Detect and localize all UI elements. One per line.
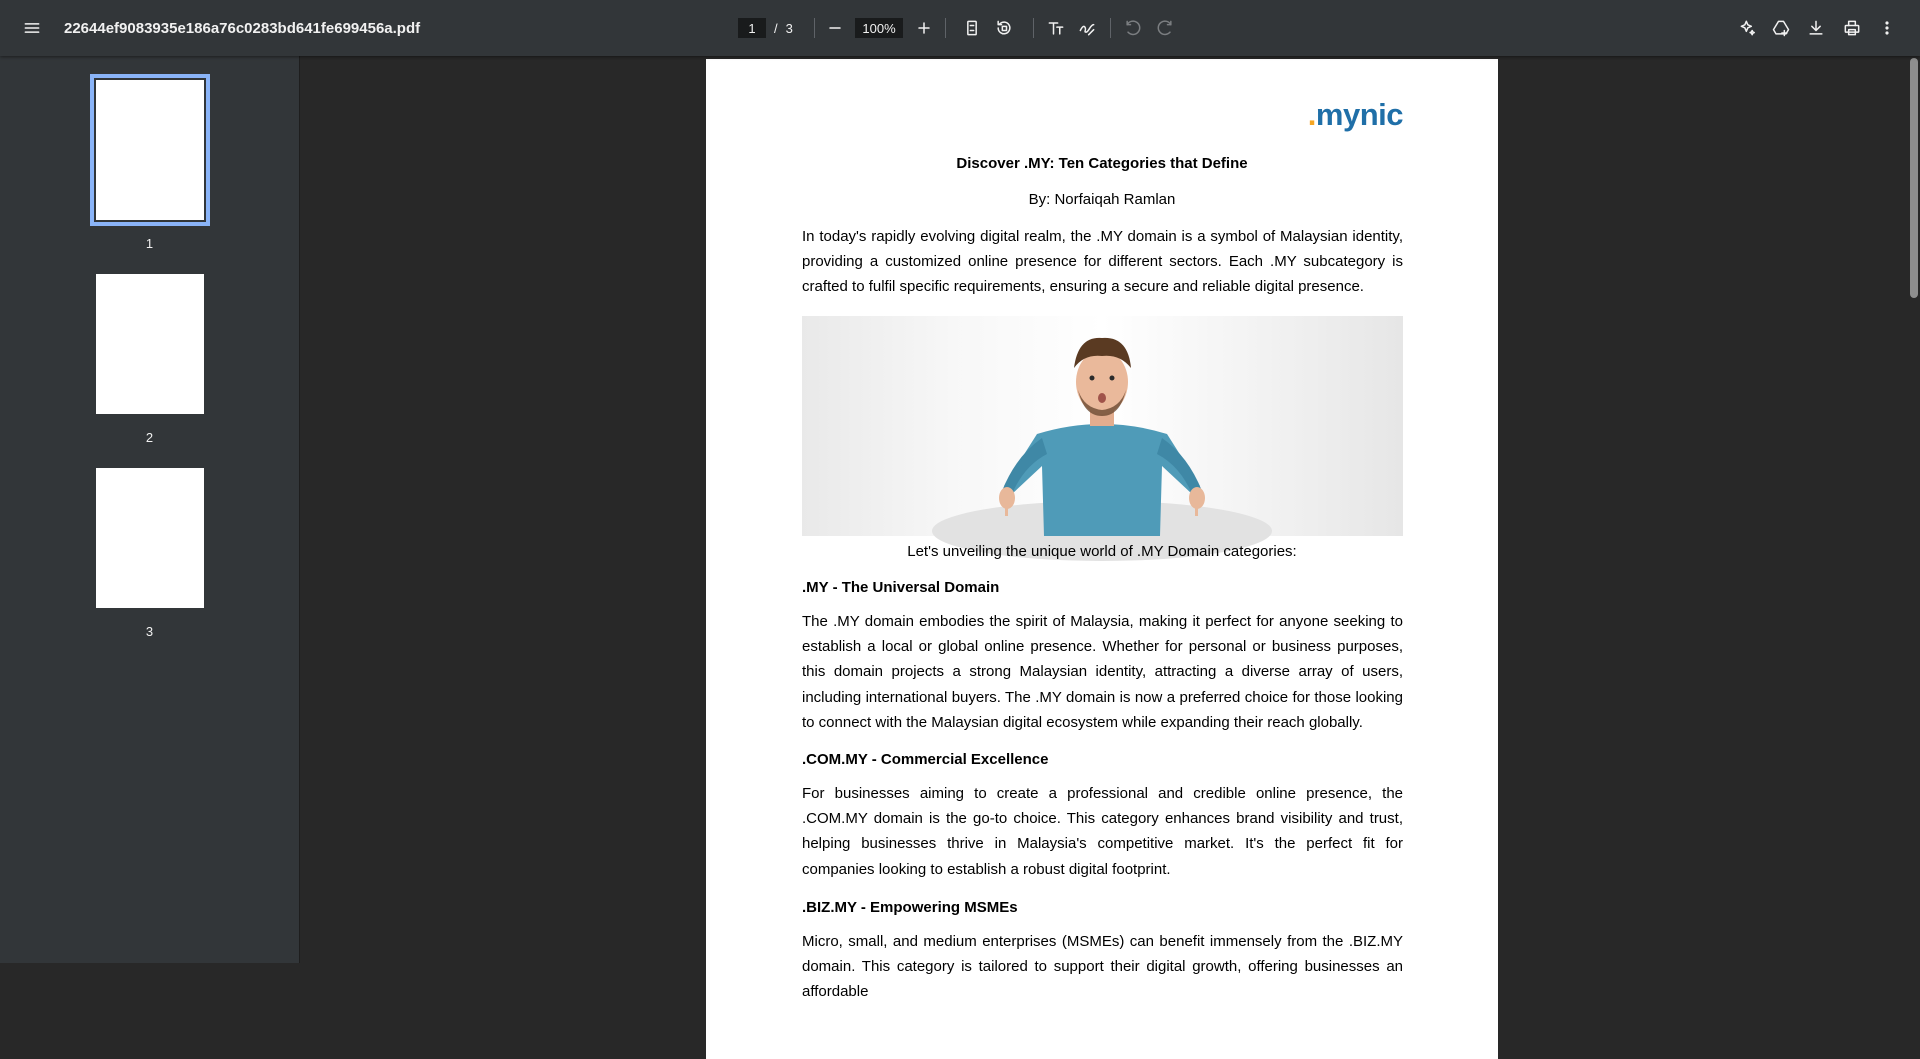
thumbnail-sidebar	[0, 56, 300, 963]
pdf-page-1	[706, 59, 1498, 1059]
toolbar-divider	[945, 18, 946, 38]
drive-save-icon[interactable]	[1765, 12, 1797, 44]
thumbnail-label: 2	[145, 430, 154, 445]
photo-caption: Let's unveiling the unique world of .MY Domain categories:	[907, 543, 1297, 560]
page-separator: /	[774, 20, 778, 36]
more-options-icon[interactable]	[1871, 12, 1903, 44]
scrollbar-thumb[interactable]	[1910, 58, 1918, 298]
ai-sparkle-icon[interactable]	[1732, 12, 1764, 44]
article-title: Discover .MY: Ten Categories that Define	[956, 155, 1248, 172]
section-heading: .BIZ.MY - Empowering MSMEs	[802, 899, 1018, 916]
section-heading: .COM.MY - Commercial Excellence	[802, 751, 1049, 768]
page-thumbnail-3[interactable]	[96, 468, 204, 608]
text-annotation-icon[interactable]	[1040, 12, 1072, 44]
page-thumbnail-2[interactable]	[96, 274, 204, 414]
thumbnail-label: 1	[145, 236, 154, 251]
page-total: 3	[785, 20, 793, 36]
mynic-logo: .mynic	[1307, 97, 1403, 132]
pdf-toolbar	[0, 0, 1920, 56]
section-body: For businesses aiming to create a professional and credible online presence, the .COM.MY domain is the go-to choice. This category enhances brand visibility and trust, helping businesses thrive in Malaysia's competitive market. It's the perfect fit for companies looking to establish a robust digital footprint.	[802, 785, 1403, 878]
zoom-in-button[interactable]	[908, 12, 940, 44]
redo-icon[interactable]	[1149, 12, 1181, 44]
section-heading: .MY - The Universal Domain	[802, 579, 1000, 596]
section-body: Micro, small, and medium enterprises (MSMEs) can benefit immensely from the .BIZ.MY domain. This category is tailored to support their digital growth, offering businesses an affordable	[802, 933, 1403, 1001]
fit-page-icon[interactable]	[956, 12, 988, 44]
download-icon[interactable]	[1800, 12, 1832, 44]
document-title: 22644ef9083935e186a76c0283bd641fe699456a.pdf	[64, 19, 421, 37]
toolbar-divider	[1110, 18, 1111, 38]
rotate-icon[interactable]	[988, 12, 1020, 44]
zoom-level-input[interactable]	[855, 18, 903, 38]
menu-icon[interactable]	[16, 12, 48, 44]
draw-icon[interactable]	[1071, 12, 1103, 44]
toolbar-divider	[1033, 18, 1034, 38]
page-thumbnail-1[interactable]	[96, 80, 204, 220]
print-icon[interactable]	[1836, 12, 1868, 44]
page-number-input[interactable]	[738, 18, 766, 38]
section-body: The .MY domain embodies the spirit of Malaysia, making it perfect for anyone seeking to establish a local or global online presence. Whether for personal or business purposes, this domain projects a strong Malaysian identity, attracting a diverse array of users, including international buyers. The .MY domain is now a preferred choice for those looking to connect with the Malaysian digital ecosystem while expanding their reach globally.	[802, 613, 1403, 731]
undo-icon[interactable]	[1117, 12, 1149, 44]
article-byline: By: Norfaiqah Ramlan	[1028, 191, 1176, 208]
article-photo	[802, 316, 1403, 536]
vertical-scrollbar[interactable]	[1908, 56, 1920, 963]
thumbnail-label: 3	[145, 624, 154, 639]
document-viewer[interactable]	[300, 56, 1908, 1001]
zoom-out-button[interactable]	[819, 12, 851, 44]
intro-paragraph: In today's rapidly evolving digital realm, the .MY domain is a symbol of Malaysian identity, providing a customized online presence for different sectors. Each .MY subcategory is crafted to fulfil specific requirements, ensuring a secure and reliable digital presence.	[802, 228, 1403, 296]
toolbar-divider	[814, 18, 815, 38]
